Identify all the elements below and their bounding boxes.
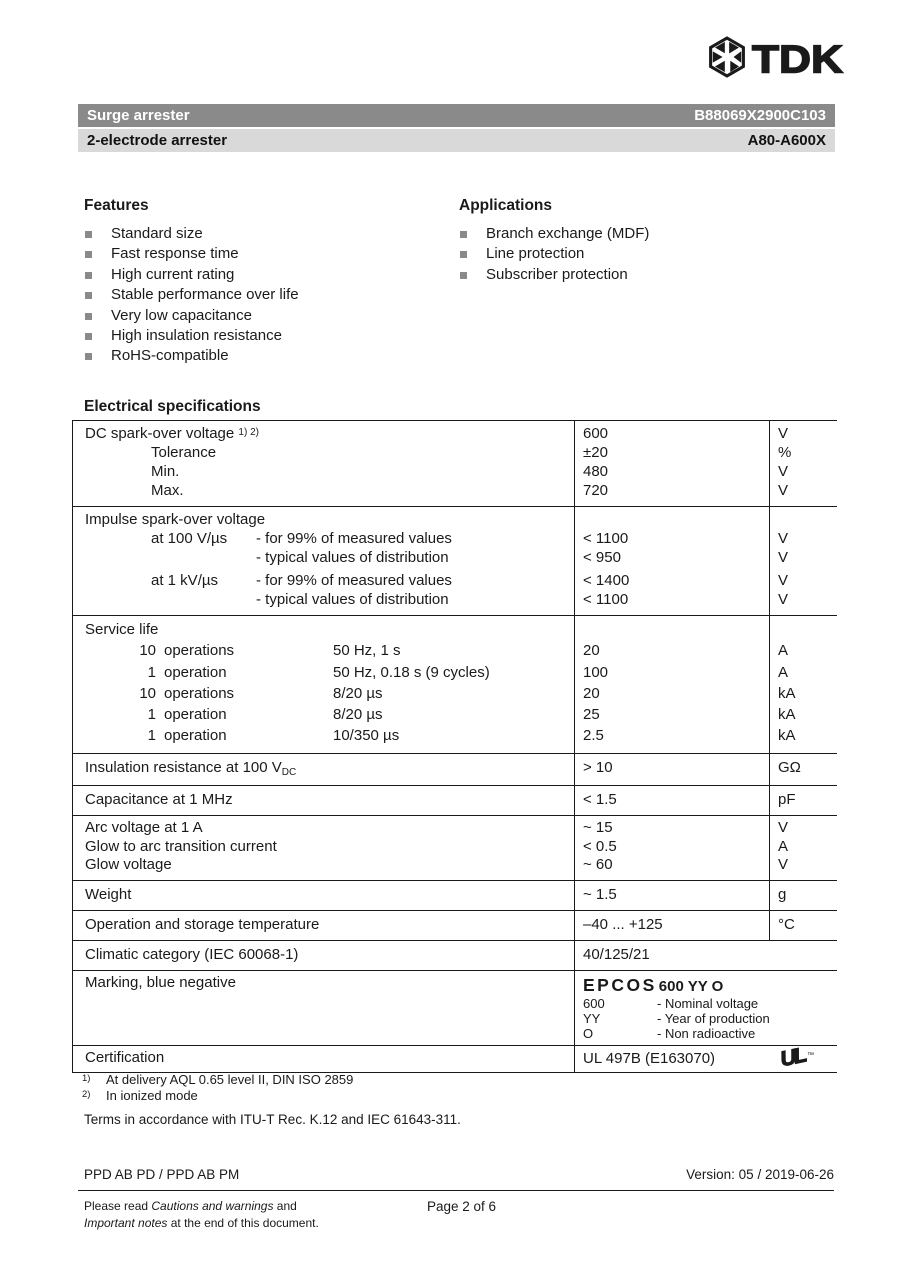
feature-item (84, 244, 444, 264)
operation-word: operations (164, 642, 235, 660)
tdk-hexagon-icon (707, 36, 747, 82)
specs-title: Electrical specifications (84, 398, 261, 415)
row-value: < 1400 (574, 567, 769, 590)
feature-item (84, 265, 444, 285)
row-value: 100 (574, 662, 769, 683)
product-family-label: Surge arrester (87, 107, 190, 124)
row-value: ~ 15 (574, 816, 769, 838)
spec-row-climatic (73, 940, 837, 970)
row-unit: V (769, 529, 837, 548)
footnote-2 (84, 1088, 461, 1104)
legend-code: O (583, 1026, 594, 1042)
operation-word: operation (164, 663, 227, 681)
row-unit: g (769, 881, 837, 910)
feature-item-label: High current rating (111, 265, 235, 283)
row-unit: A (769, 640, 837, 661)
condition-label: 10/350 µs (333, 727, 400, 745)
marking-legend-item (583, 996, 837, 1011)
operation-count: 1 (147, 727, 156, 745)
operation-count: 1 (147, 706, 156, 724)
row-value: 25 (574, 704, 769, 725)
spec-row-certification (73, 1045, 837, 1072)
application-item-label: Branch exchange (MDF) (486, 225, 650, 242)
footer-version: Version: 05 / 2019-06-26 (686, 1167, 834, 1182)
condition-label: 50 Hz, 1 s (333, 642, 401, 660)
marking-legend-item (583, 1026, 837, 1041)
footer-meta (84, 1167, 834, 1182)
row-value: 20 (574, 683, 769, 704)
footnote-text: At delivery AQL 0.65 level II, DIN ISO 2859 (106, 1072, 354, 1087)
ul-certification-mark-icon (778, 1043, 814, 1072)
footnote-marker: 2) (82, 1089, 91, 1100)
feature-item (84, 326, 444, 346)
footnote-1 (84, 1072, 461, 1088)
row-unit: V (769, 462, 837, 481)
epcos-wordmark: EPCOS (583, 975, 657, 996)
tdk-wordmark: TDK (751, 37, 843, 81)
square-bullet-icon (460, 272, 467, 279)
legend-desc: - Nominal voltage (657, 996, 759, 1012)
legend-code: YY (583, 1011, 601, 1027)
row-value: –40 ... +125 (574, 911, 769, 940)
square-bullet-icon (85, 333, 92, 340)
condition-desc: - for 99% of measured values (256, 530, 452, 547)
operation-word: operation (164, 706, 227, 724)
square-bullet-icon (85, 272, 92, 279)
row-unit: V (769, 421, 837, 443)
spec-row-arc (73, 815, 837, 880)
legend-code: 600 (583, 996, 605, 1012)
row-value: 40/125/21 (574, 941, 837, 970)
square-bullet-icon (460, 231, 467, 238)
row-label: Arc voltage at 1 A (85, 818, 203, 836)
spec-row-impulse (73, 506, 837, 615)
spec-row-capacitance (73, 785, 837, 815)
condition-label: at 100 V/µs (151, 530, 228, 547)
part-number: B88069X2900C103 (694, 107, 826, 124)
row-value: 2.5 (574, 725, 769, 752)
page-indicator: Page 2 of 6 (427, 1199, 497, 1214)
operation-count: 10 (139, 684, 156, 702)
spec-row-weight (73, 880, 837, 910)
row-value: < 950 (574, 548, 769, 567)
operation-word: operations (164, 684, 235, 702)
condition-desc: - typical values of distribution (256, 549, 449, 566)
row-sublabel: Tolerance (151, 444, 217, 461)
spec-row-insulation (73, 753, 837, 785)
ul-mark-tick: ™ (807, 1052, 814, 1060)
row-value: < 1.5 (574, 786, 769, 815)
condition-label: 8/20 µs (333, 706, 383, 724)
row-value: ±20 (574, 443, 769, 462)
row-sublabel: Max. (151, 482, 184, 499)
row-unit: kA (769, 725, 837, 752)
spec-row-dc-spark-over (73, 421, 837, 506)
operation-count: 10 (139, 642, 156, 660)
legend-desc: - Non radioactive (657, 1026, 756, 1042)
row-unit: A (769, 838, 837, 857)
features-title: Features (84, 197, 149, 214)
spec-row-service-life (73, 615, 837, 753)
operation-count: 1 (147, 663, 156, 681)
product-type-label: 2-electrode arrester (87, 132, 228, 149)
row-unit: V (769, 548, 837, 567)
footnote-marker: 1) (82, 1073, 91, 1084)
legend-desc: - Year of production (657, 1011, 770, 1027)
row-value: > 10 (574, 754, 769, 785)
feature-item (84, 224, 444, 244)
row-value: ~ 60 (574, 856, 769, 880)
row-label: Marking, blue negative (85, 974, 236, 992)
marking-legend-item (583, 1011, 837, 1026)
condition-label: 8/20 µs (333, 684, 383, 702)
row-label: Glow to arc transition current (85, 837, 277, 855)
row-unit: pF (769, 786, 837, 815)
row-label: Certification (85, 1049, 165, 1067)
feature-item-label: Very low capacitance (111, 306, 252, 324)
feature-item-label: Standard size (111, 225, 203, 242)
row-label-subscript: DC (281, 766, 297, 778)
row-label: Climatic category (IEC 60068-1) (85, 946, 299, 964)
footnote-ref: 1) 2) (238, 427, 259, 438)
row-unit: V (769, 481, 837, 506)
row-value: ~ 1.5 (574, 881, 769, 910)
application-item (459, 224, 839, 244)
feature-item-label: Stable performance over life (111, 286, 299, 304)
row-label: Impulse spark-over voltage (85, 511, 266, 528)
footer-note-italic: Cautions and warnings (151, 1199, 274, 1213)
spec-row-temperature (73, 910, 837, 940)
row-sublabel: Min. (151, 463, 180, 480)
condition-desc: - for 99% of measured values (256, 572, 452, 589)
spec-table (72, 420, 837, 1073)
footer-note-text: Please read (84, 1199, 152, 1213)
row-value: < 0.5 (574, 838, 769, 857)
tdk-logo (707, 36, 843, 82)
row-unit: V (769, 567, 837, 590)
row-value: 600 (574, 421, 769, 443)
applications-section (459, 197, 839, 285)
applications-title: Applications (459, 197, 553, 214)
footnote-text: In ionized mode (106, 1088, 198, 1103)
square-bullet-icon (85, 313, 92, 320)
row-value: < 1100 (574, 590, 769, 615)
row-unit: kA (769, 683, 837, 704)
application-item (459, 265, 839, 285)
condition-desc: - typical values of distribution (256, 591, 449, 608)
square-bullet-icon (85, 251, 92, 258)
row-label: Operation and storage temperature (85, 916, 320, 934)
feature-item (84, 285, 444, 305)
row-label: Glow voltage (85, 856, 172, 874)
row-unit: V (769, 590, 837, 615)
row-value: < 1100 (574, 529, 769, 548)
row-unit: V (769, 816, 837, 838)
footer-note-text: at the end of this document. (167, 1215, 319, 1230)
footer-note-text: and (273, 1199, 297, 1213)
row-unit: kA (769, 704, 837, 725)
row-value: 720 (574, 481, 769, 506)
row-unit: A (769, 662, 837, 683)
footnotes (84, 1072, 461, 1127)
row-label: Insulation resistance at 100 V (85, 758, 282, 776)
footer-department: PPD AB PD / PPD AB PM (84, 1167, 240, 1182)
marking-code: 600 YY O (658, 978, 724, 996)
row-unit: °C (769, 911, 837, 940)
row-unit: GΩ (769, 754, 837, 785)
condition-label: at 1 kV/µs (151, 572, 219, 589)
square-bullet-icon (85, 292, 92, 299)
row-label: Capacitance at 1 MHz (85, 790, 233, 808)
ul-mark-letters: UL (778, 1043, 807, 1072)
features-section (84, 197, 444, 367)
footer-note (84, 1198, 434, 1231)
row-value: 20 (574, 640, 769, 661)
row-label: DC spark-over voltage (85, 425, 235, 442)
header-bar-secondary (78, 129, 835, 152)
application-item (459, 244, 839, 264)
row-unit: V (769, 856, 837, 880)
feature-item (84, 306, 444, 326)
feature-item-label: High insulation resistance (111, 327, 282, 345)
feature-item-label: Fast response time (111, 245, 239, 263)
row-unit: % (769, 443, 837, 462)
row-value: UL 497B (E163070) (583, 1050, 716, 1068)
feature-item-label: RoHS-compatible (111, 347, 229, 365)
epcos-logo (583, 974, 837, 996)
footer-note-italic: Important notes (84, 1215, 168, 1230)
application-item-label: Subscriber protection (486, 265, 628, 283)
type-series: A80-A600X (747, 132, 826, 149)
terms-note: Terms in accordance with ITU-T Rec. K.12 and IEC 61643-311. (84, 1112, 461, 1127)
row-label: Service life (85, 621, 159, 638)
footer-divider (78, 1190, 834, 1191)
operation-word: operation (164, 727, 227, 745)
condition-label: 50 Hz, 0.18 s (9 cycles) (333, 663, 490, 681)
square-bullet-icon (85, 353, 92, 360)
row-label: Weight (85, 886, 132, 904)
spec-row-marking (73, 970, 837, 1045)
feature-item (84, 346, 444, 366)
square-bullet-icon (460, 251, 467, 258)
header-bar-primary (78, 104, 835, 127)
application-item-label: Line protection (486, 245, 585, 263)
square-bullet-icon (85, 231, 92, 238)
row-value: 480 (574, 462, 769, 481)
